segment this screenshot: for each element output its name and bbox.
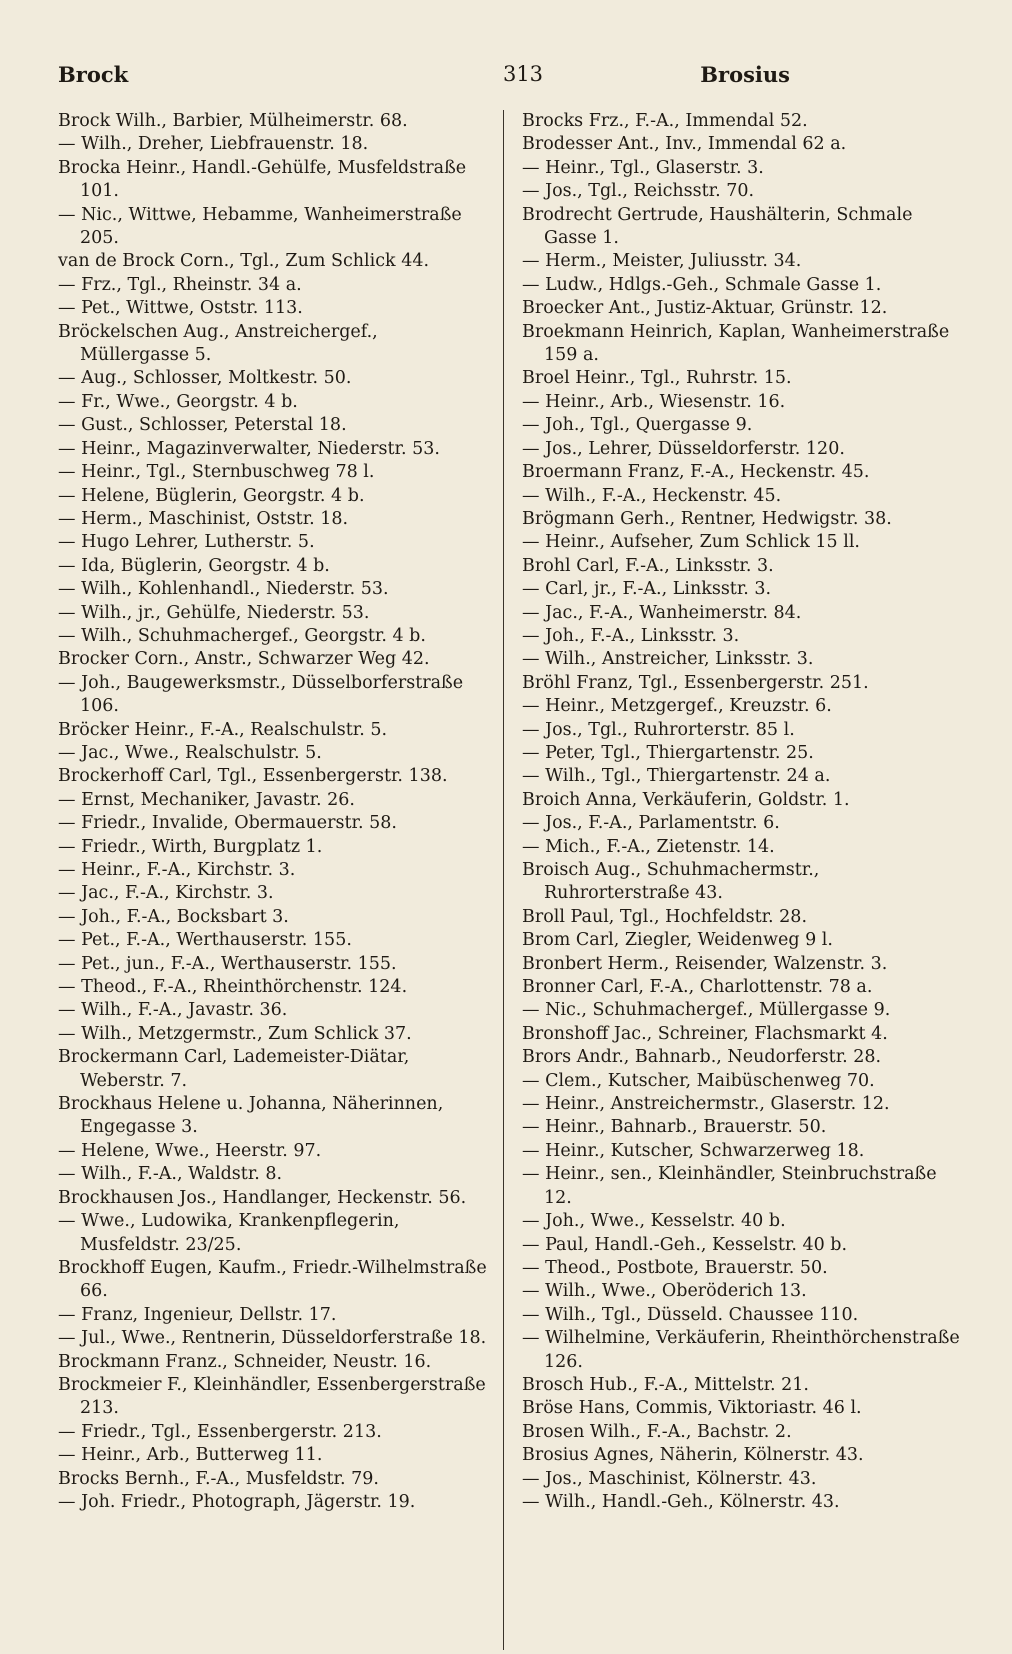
directory-entry: Bronshoff Jac., Schreiner, Flachsmarkt 4.	[522, 1023, 888, 1044]
directory-entry: — Heinr., Magazinverwalter, Niederstr. 53.	[58, 438, 440, 459]
directory-entry: — Ida, Büglerin, Georgstr. 4 b.	[58, 555, 330, 576]
directory-entry: — Theod., Postbote, Brauerstr. 50.	[522, 1257, 828, 1278]
directory-entry: Bröckelschen Aug., Anstreichergef., Müllergasse 5.	[58, 321, 378, 366]
directory-entry: — Wilh., Tgl., Thiergartenstr. 24 a.	[522, 766, 831, 787]
directory-entry: Brosius Agnes, Näherin, Kölnerstr. 43.	[522, 1445, 864, 1466]
directory-entry: Brom Carl, Ziegler, Weidenweg 9 l.	[522, 930, 833, 951]
directory-entry: — Joh. Friedr., Photograph, Jägerstr. 19.	[58, 1491, 416, 1512]
directory-entry: Brors Andr., Bahnarb., Neudorferstr. 28.	[522, 1047, 882, 1068]
directory-entry: Brocka Heinr., Handl.-Gehülfe, Musfeldstraße 101.	[58, 157, 467, 202]
directory-entry: — Nic., Wittwe, Hebamme, Wanheimerstraße 205.	[58, 204, 462, 249]
directory-entry: — Ernst, Mechaniker, Javastr. 26.	[58, 789, 355, 810]
directory-entry: — Wilh., jr., Gehülfe, Niederstr. 53.	[58, 602, 370, 623]
directory-entry: — Heinr., Tgl., Sternbuschweg 78 l.	[58, 462, 375, 483]
directory-entry: — Pet., jun., F.-A., Werthauserstr. 155.	[58, 953, 397, 974]
column-divider	[503, 110, 504, 1650]
directory-entry: Brocker Corn., Anstr., Schwarzer Weg 42.	[58, 649, 430, 670]
directory-entry: — Jos., Lehrer, Düsseldorferstr. 120.	[522, 438, 845, 459]
directory-entry: Brosen Wilh., F.-A., Bachstr. 2.	[522, 1421, 792, 1442]
directory-entry: — Friedr., Invalide, Obermauerstr. 58.	[58, 813, 397, 834]
directory-entry: Brockhoff Eugen, Kaufm., Friedr.-Wilhelmstraße 66.	[58, 1257, 487, 1302]
directory-entry: — Jul., Wwe., Rentnerin, Düsseldorferstraße 18.	[58, 1328, 487, 1349]
directory-entry: — Wilh., F.-A., Waldstr. 8.	[58, 1164, 283, 1185]
directory-entry: — Fr., Wwe., Georgstr. 4 b.	[58, 391, 298, 412]
directory-entry: Broermann Franz, F.-A., Heckenstr. 45.	[522, 462, 870, 483]
directory-entry: Brocks Bernh., F.-A., Musfeldstr. 79.	[58, 1468, 379, 1489]
directory-entry: — Heinr., Arb., Wiesenstr. 16.	[522, 391, 786, 412]
directory-entry: — Wilh., F.-A., Heckenstr. 45.	[522, 485, 782, 506]
directory-entry: — Frz., Tgl., Rheinstr. 34 a.	[58, 274, 302, 295]
directory-entry: — Joh., F.-A., Linksstr. 3.	[522, 625, 740, 646]
directory-entry: Broll Paul, Tgl., Hochfeldstr. 28.	[522, 906, 808, 927]
directory-entry: Brockmann Franz., Schneider, Neustr. 16.	[58, 1351, 432, 1372]
directory-entry: Broel Heinr., Tgl., Ruhrstr. 15.	[522, 368, 792, 389]
directory-entry: Bröcker Heinr., F.-A., Realschulstr. 5.	[58, 719, 388, 740]
directory-entry: Brockhaus Helene u. Johanna, Näherinnen, Engegasse 3.	[58, 1094, 444, 1138]
directory-entry: Bronner Carl, F.-A., Charlottenstr. 78 a.	[522, 977, 873, 998]
directory-entry: Brögmann Gerh., Rentner, Hedwigstr. 38.	[522, 508, 892, 529]
directory-entry: — Wilh., Anstreicher, Linksstr. 3.	[522, 649, 814, 670]
directory-entry: — Joh., Baugewerksmstr., Düsselborferstraße 106.	[58, 672, 464, 717]
directory-entry: — Friedr., Tgl., Essenbergerstr. 213.	[58, 1421, 382, 1442]
directory-entry: — Jos., Tgl., Reichsstr. 70.	[522, 181, 755, 202]
directory-entry: — Wilh., Kohlenhandl., Niederstr. 53.	[58, 579, 389, 600]
directory-entry: — Joh., Tgl., Quergasse 9.	[522, 415, 753, 436]
directory-entry: — Wilh., Schuhmachergef., Georgstr. 4 b.	[58, 625, 426, 646]
directory-entry: — Mich., F.-A., Zietenstr. 14.	[522, 836, 775, 857]
directory-entry: Brock Wilh., Barbier, Mülheimerstr. 68.	[58, 111, 408, 131]
directory-entry: — Ludw., Hdlgs.-Geh., Schmale Gasse 1.	[522, 274, 882, 295]
directory-entry: — Herm., Meister, Juliusstr. 34.	[522, 251, 802, 272]
directory-entry: — Wilh., Dreher, Liebfrauenstr. 18.	[58, 134, 369, 155]
directory-entry: — Pet., Wittwe, Oststr. 113.	[58, 298, 303, 319]
directory-entry: — Jac., Wwe., Realschulstr. 5.	[58, 742, 322, 763]
directory-entry: — Carl, jr., F.-A., Linksstr. 3.	[522, 579, 772, 600]
directory-entry: — Heinr., Tgl., Glaserstr. 3.	[522, 157, 764, 178]
directory-entry: Brodesser Ant., Inv., Immendal 62 a.	[522, 134, 847, 155]
directory-entry: — Heinr., Aufseher, Zum Schlick 15 ll.	[522, 532, 860, 553]
directory-entry: — Pet., F.-A., Werthauserstr. 155.	[58, 930, 352, 951]
directory-entry: — Jos., Tgl., Ruhrorterstr. 85 l.	[522, 719, 795, 740]
directory-entry: Brocks Frz., F.-A., Immendal 52.	[522, 111, 808, 131]
directory-entry: — Theod., F.-A., Rheinthörchenstr. 124.	[58, 977, 408, 998]
directory-entry: Brosch Hub., F.-A., Mittelstr. 21.	[522, 1374, 809, 1395]
directory-entry: Broekmann Heinrich, Kaplan, Wanheimerstraße 159 a.	[522, 321, 950, 366]
directory-entry: — Helene, Wwe., Heerstr. 97.	[58, 1140, 322, 1161]
directory-entry: — Wilh., F.-A., Javastr. 36.	[58, 1000, 288, 1021]
header-right-keyword: Brosius	[700, 62, 790, 87]
directory-entry: — Aug., Schlosser, Moltkestr. 50.	[58, 368, 352, 389]
directory-entry: — Wilhelmine, Verkäuferin, Rheinthörchenstraße 126.	[522, 1328, 960, 1372]
directory-entry: — Paul, Handl.-Geh., Kesselstr. 40 b.	[522, 1234, 848, 1255]
directory-entry: — Franz, Ingenieur, Dellstr. 17.	[58, 1304, 337, 1325]
page-number: 313	[502, 62, 544, 86]
directory-entry: — Jac., F.-A., Wanheimerstr. 84.	[522, 602, 802, 623]
directory-entry: — Wwe., Ludowika, Krankenpflegerin, Musfeldstr. 23/25.	[58, 1211, 400, 1255]
right-column	[522, 110, 962, 1514]
directory-entry: — Wilh., Wwe., Oberöderich 13.	[522, 1281, 807, 1302]
directory-entry: — Heinr., Kutscher, Schwarzerweg 18.	[522, 1140, 865, 1161]
directory-entry: — Heinr., Arb., Butterweg 11.	[58, 1445, 323, 1466]
directory-entry: — Heinr., Metzgergef., Kreuzstr. 6.	[522, 696, 832, 717]
page-header	[58, 62, 958, 90]
directory-entry: Bröse Hans, Commis, Viktoriastr. 46 l.	[522, 1398, 862, 1419]
directory-entry: Brockmeier F., Kleinhändler, Essenbergerstraße 213.	[58, 1374, 486, 1419]
directory-entry: — Wilh., Handl.-Geh., Kölnerstr. 43.	[522, 1491, 840, 1512]
directory-entry: — Heinr., Anstreichermstr., Glaserstr. 12.	[522, 1094, 890, 1115]
directory-entry: — Peter, Tgl., Thiergartenstr. 25.	[522, 742, 814, 763]
directory-entry: — Herm., Maschinist, Oststr. 18.	[58, 508, 349, 529]
directory-entry: Brockerhoff Carl, Tgl., Essenbergerstr. 138.	[58, 766, 448, 787]
directory-entry: Brockhausen Jos., Handlanger, Heckenstr. 56.	[58, 1187, 467, 1208]
directory-entry: — Wilh., Tgl., Düsseld. Chaussee 110.	[522, 1304, 859, 1325]
directory-entry: Broich Anna, Verkäuferin, Goldstr. 1.	[522, 789, 850, 810]
header-left-keyword: Brock	[58, 62, 129, 87]
directory-entry: — Joh., Wwe., Kesselstr. 40 b.	[522, 1211, 786, 1232]
left-column	[58, 110, 490, 1514]
directory-entry: Broisch Aug., Schuhmachermstr., Ruhrorterstraße 43.	[522, 860, 820, 904]
directory-entry: — Heinr., F.-A., Kirchstr. 3.	[58, 860, 296, 880]
directory-entry: Brodrecht Gertrude, Haushälterin, Schmale Gasse 1.	[522, 204, 913, 249]
directory-entry: — Jos., F.-A., Parlamentstr. 6.	[522, 813, 780, 834]
directory-entry: — Hugo Lehrer, Lutherstr. 5.	[58, 532, 315, 553]
directory-entry: — Helene, Büglerin, Georgstr. 4 b.	[58, 485, 365, 506]
directory-entry: Bronbert Herm., Reisender, Walzenstr. 3.	[522, 953, 888, 974]
directory-entry: Bröhl Franz, Tgl., Essenbergerstr. 251.	[522, 672, 869, 693]
directory-entry: — Clem., Kutscher, Maibüschenweg 70.	[522, 1070, 875, 1091]
directory-entry: — Jac., F.-A., Kirchstr. 3.	[58, 883, 274, 904]
directory-entry: — Nic., Schuhmachergef., Müllergasse 9.	[522, 1000, 891, 1021]
directory-entry: — Heinr., sen., Kleinhändler, Steinbruchstraße 12.	[522, 1164, 937, 1208]
directory-entry: van de Brock Corn., Tgl., Zum Schlick 44.	[58, 251, 430, 272]
directory-entry: — Heinr., Bahnarb., Brauerstr. 50.	[522, 1117, 827, 1138]
directory-entry: — Gust., Schlosser, Peterstal 18.	[58, 415, 347, 436]
directory-entry: Brockermann Carl, Lademeister-Diätar, Weberstr. 7.	[58, 1047, 410, 1091]
directory-entry: Brohl Carl, F.-A., Linksstr. 3.	[522, 555, 774, 576]
directory-entry: — Joh., F.-A., Bocksbart 3.	[58, 906, 289, 927]
directory-entry: Broecker Ant., Justiz-Aktuar, Grünstr. 12.	[522, 298, 888, 319]
directory-entry: — Jos., Maschinist, Kölnerstr. 43.	[522, 1468, 817, 1489]
directory-entry: — Friedr., Wirth, Burgplatz 1.	[58, 836, 323, 857]
directory-entry: — Wilh., Metzgermstr., Zum Schlick 37.	[58, 1023, 412, 1044]
